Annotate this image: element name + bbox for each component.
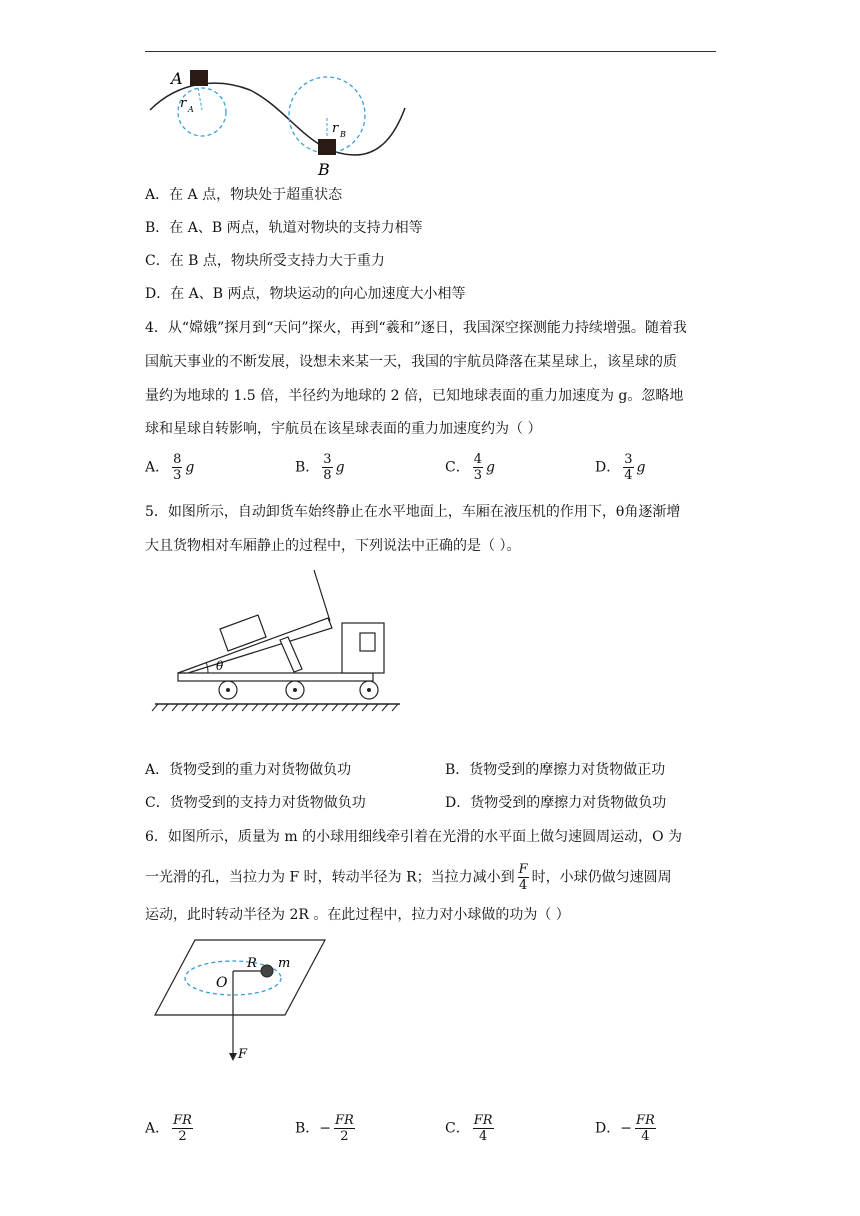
theta-label: θ — [216, 659, 224, 673]
track-figure — [140, 60, 420, 180]
label-R: R — [247, 956, 257, 971]
fraction: $\frac{3}{4}$ — [624, 452, 633, 483]
q5-option-a[interactable]: A．货物受到的重力对货物做负功 — [145, 762, 352, 778]
q6-option-c[interactable]: C． $\frac{FR}{4}$ — [445, 1113, 493, 1144]
chassis — [178, 673, 373, 681]
label-m: m — [278, 956, 291, 971]
ground-hatch — [152, 704, 398, 711]
q5-line-1: 5．如图所示，自动卸货车始终静止在水平地面上，车厢在液压机的作用下，θ角逐渐增 — [145, 504, 681, 520]
q5-option-d[interactable]: D．货物受到的摩擦力对货物做负功 — [445, 795, 667, 811]
hydraulic-cylinder — [280, 637, 302, 672]
q3-option-b[interactable]: B．在 A、B 两点，轨道对物块的支持力相等 — [145, 220, 423, 236]
q6-option-a[interactable]: A． $\frac{FR}{2}$ — [145, 1113, 192, 1144]
fraction: $\frac{8}{3}$ — [173, 452, 182, 483]
q4-line-1: 4．从“嫦娥”探月到“天问”探火，再到“羲和”逐日，我国深空探测能力持续增强。随着我 — [145, 320, 687, 336]
q6-line-3: 运动，此时转动半径为 2R 。在此过程中，拉力对小球做的功为（ ） — [145, 907, 570, 923]
fraction: $\frac{FR}{4}$ — [473, 1113, 493, 1144]
q5-line-2: 大且货物相对车厢静止的过程中，下列说法中正确的是（ ）。 — [145, 538, 521, 554]
fraction: $\frac{FR}{2}$ — [335, 1113, 354, 1144]
fraction: $\frac{F}{4}$ — [518, 862, 528, 893]
q3-option-d[interactable]: D．在 A、B 两点，物块运动的向心加速度大小相等 — [145, 286, 466, 302]
label-rB: r — [332, 121, 339, 136]
q6-line-2: 一光滑的孔，当拉力为 F 时，转动半径为 R；当拉力减小到 $\frac{F}{4}$ 时，小球仍做匀速圆周 — [145, 862, 672, 893]
q4-option-b[interactable]: B． $\frac{3}{8}$ g — [295, 452, 345, 483]
q3-option-c[interactable]: C．在 B 点，物块所受支持力大于重力 — [145, 253, 385, 269]
horizontal-plane — [155, 940, 325, 1015]
block-A — [190, 70, 208, 86]
q6-option-b[interactable]: B．− $\frac{FR}{2}$ — [295, 1113, 354, 1144]
label-F: F — [238, 1047, 248, 1062]
ball-m — [261, 965, 273, 977]
q6-option-d[interactable]: D．− $\frac{FR}{4}$ — [595, 1113, 655, 1144]
label-rA-sub: A — [188, 105, 194, 114]
q5-option-c[interactable]: C．货物受到的支持力对货物做负功 — [145, 795, 366, 811]
fraction: $\frac{3}{8}$ — [323, 452, 332, 483]
fraction: $\frac{FR}{2}$ — [173, 1113, 192, 1144]
q4-option-a[interactable]: A． $\frac{8}{3}$ g — [145, 452, 195, 483]
fraction: $\frac{4}{3}$ — [473, 452, 482, 483]
circular-motion-figure — [150, 935, 340, 1065]
track-curve — [150, 83, 405, 155]
header-rule — [145, 51, 716, 52]
label-rA: r — [180, 96, 187, 111]
label-rB-sub: B — [340, 130, 346, 139]
fraction: $\frac{FR}{4}$ — [635, 1113, 655, 1144]
q4-line-3: 量约为地球的 1.5 倍，半径约为地球的 2 倍，已知地球表面的重力加速度为 g。忽略地 — [145, 388, 684, 404]
label-O: O — [216, 975, 228, 991]
q4-option-d[interactable]: D． $\frac{3}{4}$ g — [595, 452, 646, 483]
q4-option-c[interactable]: C． $\frac{4}{3}$ g — [445, 452, 495, 483]
q4-line-4: 球和星球自转影响，宇航员在该星球表面的重力加速度约为（ ） — [145, 421, 542, 437]
q4-line-2: 国航天事业的不断发展，设想未来某一天，我国的宇航员降落在某星球上，该星球的质 — [145, 354, 677, 370]
label-A: A — [171, 69, 183, 88]
block-B — [318, 139, 336, 155]
q5-option-b[interactable]: B．货物受到的摩擦力对货物做正功 — [445, 762, 666, 778]
q3-option-a[interactable]: A．在 A 点，物块处于超重状态 — [145, 187, 343, 203]
label-B: B — [318, 160, 330, 179]
dump-truck-figure — [150, 565, 410, 715]
q6-line-1: 6．如图所示，质量为 m 的小球用细线牵引着在光滑的水平面上做匀速圆周运动，O 为 — [145, 829, 683, 845]
